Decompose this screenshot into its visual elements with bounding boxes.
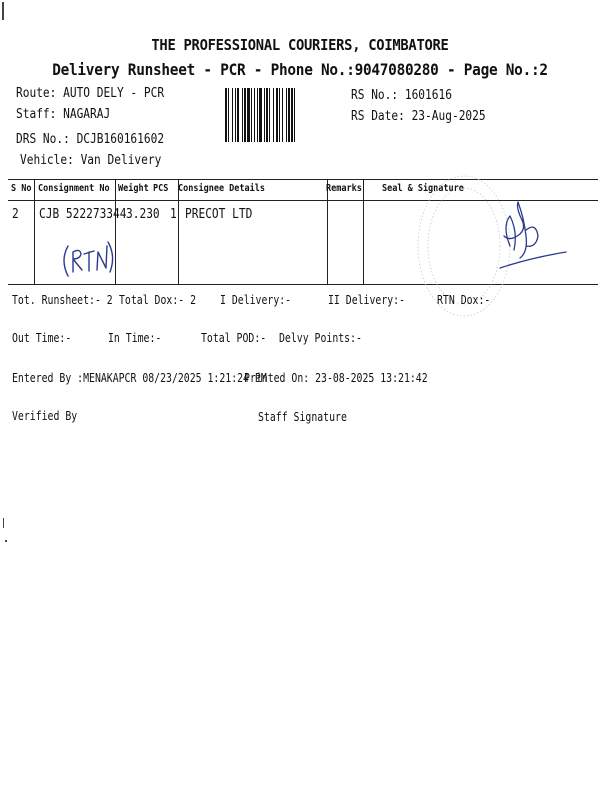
th-seal-signature: Seal & Signature [382, 183, 464, 194]
barcode-bar [225, 88, 227, 142]
barcode-bar [288, 88, 290, 142]
th-consignment: Consignment No [38, 183, 110, 194]
barcode-bar [264, 88, 265, 142]
total-dox: Total Dox:- 2 [119, 293, 197, 307]
barcode-bar [294, 88, 295, 142]
cell-consignment: CJB 522273344 [39, 207, 127, 222]
total-pod: Total POD:- [201, 331, 267, 345]
verified-by: Verified By [12, 409, 78, 423]
staff-signature: Staff Signature [258, 410, 347, 424]
barcode-bar [228, 88, 229, 142]
staff-label: Staff: NAGARAJ [16, 107, 111, 122]
barcode [224, 88, 347, 142]
barcode-bar [266, 88, 268, 142]
th-sno: S No [11, 183, 32, 194]
runsheet-subtitle: Delivery Runsheet - PCR - Phone No.:9047080280 - Page No.:2 [52, 60, 548, 79]
cell-consignee: PRECOT LTD [185, 207, 253, 222]
rs-date: RS Date: 23-Aug-2025 [351, 109, 486, 124]
scan-mark [3, 518, 4, 528]
th-remarks: Remarks [326, 183, 362, 194]
barcode-bar [235, 88, 236, 142]
i-delivery: I Delivery:- [220, 293, 292, 307]
col-divider [363, 179, 364, 284]
barcode-bar [247, 88, 250, 142]
col-divider [34, 179, 35, 284]
route-label: Route: AUTO DELY - PCR [16, 86, 165, 101]
barcode-bar [244, 88, 246, 142]
barcode-bar [291, 88, 293, 142]
drs-number: DRS No.: DCJB160161602 [16, 132, 165, 147]
col-divider [327, 179, 328, 284]
barcode-bar [259, 88, 262, 142]
out-time: Out Time:- [12, 331, 72, 345]
rtn-dox: RTN Dox:- [437, 293, 491, 307]
printed-on: Printed On: 23-08-2025 13:21:42 [244, 371, 428, 385]
barcode-bar [237, 88, 239, 142]
scan-mark [2, 2, 4, 20]
th-consignee: Consignee Details [178, 183, 266, 194]
barcode-bar [279, 88, 280, 142]
th-weight: Weight [118, 183, 149, 194]
barcode-bar [257, 88, 258, 142]
handwritten-rtn-note [56, 232, 116, 282]
barcode-bar [286, 88, 287, 142]
barcode-bar [242, 88, 243, 142]
cell-sno: 2 [12, 207, 19, 222]
barcode-bar [282, 88, 283, 142]
col-divider [178, 179, 179, 284]
signature [480, 196, 570, 276]
barcode-bar [251, 88, 252, 142]
company-title: THE PROFESSIONAL COURIERS, COIMBATORE [151, 36, 449, 54]
barcode-bar [232, 88, 233, 142]
in-time: In Time:- [108, 331, 162, 345]
vehicle-label: Vehicle: Van Delivery [20, 153, 162, 168]
scan-mark [5, 540, 7, 542]
ii-delivery: II Delivery:- [328, 293, 406, 307]
rs-number: RS No.: 1601616 [351, 88, 452, 103]
barcode-bar [254, 88, 255, 142]
th-pcs: PCS [153, 183, 169, 194]
delvy-points: Delvy Points:- [279, 331, 362, 345]
cell-pcs: 1 [170, 207, 177, 222]
total-runsheet: Tot. Runsheet:- 2 [12, 293, 113, 307]
barcode-bar [276, 88, 278, 142]
cell-weight: 3.230 [126, 207, 160, 222]
barcode-bar [273, 88, 274, 142]
entered-by: Entered By :MENAKAPCR 08/23/2025 1:21:24 PM [12, 371, 267, 385]
barcode-bar [269, 88, 270, 142]
